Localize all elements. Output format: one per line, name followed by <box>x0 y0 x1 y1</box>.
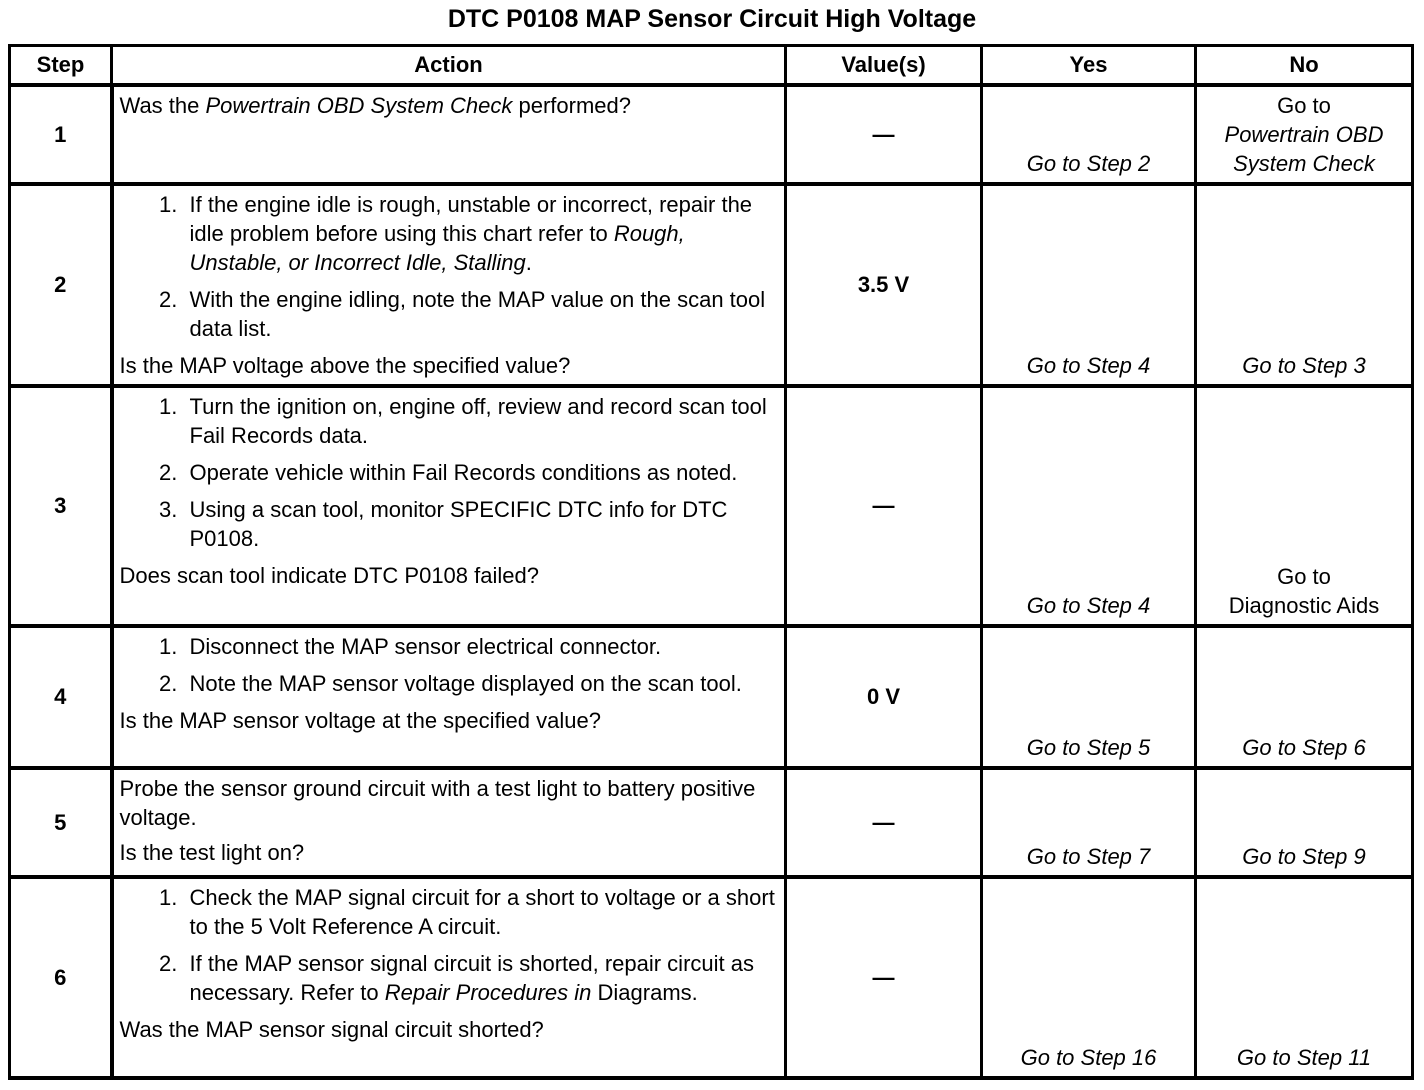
action-question: Is the MAP sensor voltage at the specified value? <box>119 708 601 733</box>
value-cell: — <box>786 85 982 184</box>
header-action: Action <box>112 46 786 86</box>
value-cell: — <box>786 877 982 1078</box>
table-row <box>10 877 1413 1078</box>
action-text: Probe the sensor ground circuit with a test light to battery positive voltage. <box>119 776 756 830</box>
value-cell: — <box>786 768 982 877</box>
action-list <box>120 392 779 553</box>
action-cell <box>112 85 786 184</box>
action-cell <box>112 877 786 1078</box>
table-row <box>10 85 1413 184</box>
header-no: No <box>1196 46 1413 86</box>
step-number: 3 <box>10 386 112 626</box>
action-list <box>120 632 779 698</box>
yes-cell: Go to Step 7 <box>982 768 1196 877</box>
action-list <box>120 190 779 343</box>
yes-cell: Go to Step 4 <box>982 184 1196 386</box>
header-row <box>10 46 1413 86</box>
action-list-item: 1. If the engine idle is rough, unstable or incorrect, repair the idle problem before using this chart refer to Rough, Unstable, or Incorrect Idle, Stalling. <box>184 190 779 277</box>
table-row <box>10 626 1413 768</box>
action-question: Is the test light on? <box>119 840 305 865</box>
action-cell <box>112 184 786 386</box>
header-values: Value(s) <box>786 46 982 86</box>
step-number: 5 <box>10 768 112 877</box>
action-list-item: 1. Turn the ignition on, engine off, review and record scan tool Fail Records data. <box>184 392 779 450</box>
action-question: Is the MAP voltage above the specified value? <box>119 353 571 378</box>
action-list-item: 3. Using a scan tool, monitor SPECIFIC DTC info for DTC P0108. <box>184 495 779 553</box>
yes-cell: Go to Step 4 <box>982 386 1196 626</box>
action-list-item: 1. Check the MAP signal circuit for a short to voltage or a short to the 5 Volt Reference A circuit. <box>184 883 779 941</box>
diagnostic-table <box>8 44 1414 1080</box>
action-cell <box>112 386 786 626</box>
action-list-item: 2. Operate vehicle within Fail Records conditions as noted. <box>184 458 779 487</box>
table-row <box>10 386 1413 626</box>
no-cell: Go to Step 9 <box>1196 768 1413 877</box>
table-row <box>10 768 1413 877</box>
yes-cell: Go to Step 16 <box>982 877 1196 1078</box>
yes-cell: Go to Step 2 <box>982 85 1196 184</box>
action-list <box>120 883 779 1007</box>
step-number: 6 <box>10 877 112 1078</box>
no-text: Go to <box>1277 564 1331 589</box>
step-number: 2 <box>10 184 112 386</box>
value-cell: 0 V <box>786 626 982 768</box>
value-cell: 3.5 V <box>786 184 982 386</box>
action-list-item: 2. If the MAP sensor signal circuit is shorted, repair circuit as necessary. Refer to Repair Procedures in Diagrams. <box>184 949 779 1007</box>
action-list-item: 2. Note the MAP sensor voltage displayed on the scan tool. <box>184 669 779 698</box>
no-italic-ref: Powertrain OBD System Check <box>1224 122 1384 176</box>
header-step: Step <box>10 46 112 86</box>
header-yes: Yes <box>982 46 1196 86</box>
no-cell <box>1196 386 1413 626</box>
action-cell <box>112 626 786 768</box>
value-cell: — <box>786 386 982 626</box>
step-number: 4 <box>10 626 112 768</box>
no-cell <box>1196 85 1413 184</box>
action-text: performed? <box>512 93 631 118</box>
no-cell: Go to Step 6 <box>1196 626 1413 768</box>
table-row <box>10 184 1413 386</box>
no-text: Diagnostic Aids <box>1228 593 1380 618</box>
action-list-item: 2. With the engine idling, note the MAP value on the scan tool data list. <box>184 285 779 343</box>
action-list-item: 1. Disconnect the MAP sensor electrical connector. <box>184 632 779 661</box>
yes-cell: Go to Step 5 <box>982 626 1196 768</box>
action-italic-ref: Rough, Unstable, or Incorrect Idle, Stalling <box>189 221 685 275</box>
action-text: Was the <box>119 93 206 118</box>
no-cell: Go to Step 3 <box>1196 184 1413 386</box>
no-cell: Go to Step 11 <box>1196 877 1413 1078</box>
action-italic-ref: Repair Procedures in <box>384 980 592 1005</box>
page-title: DTC P0108 MAP Sensor Circuit High Voltage <box>447 5 977 33</box>
no-text: Go to <box>1277 93 1331 118</box>
action-question: Was the MAP sensor signal circuit shorted? <box>119 1017 544 1042</box>
action-italic-ref: Powertrain OBD System Check <box>205 93 513 118</box>
action-question: Does scan tool indicate DTC P0108 failed? <box>119 563 539 588</box>
action-cell <box>112 768 786 877</box>
step-number: 1 <box>10 85 112 184</box>
